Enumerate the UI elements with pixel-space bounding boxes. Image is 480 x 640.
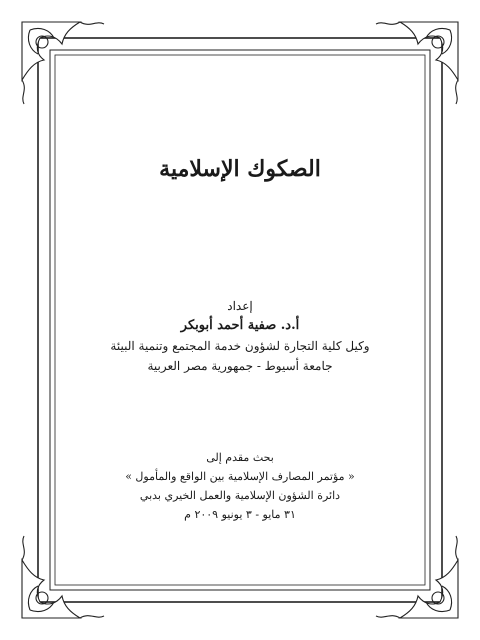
conference-dates: ٣١ مايو - ٣ يونيو ٢٠٠٩ م: [184, 508, 296, 521]
corner-ornament-top-left: [22, 22, 104, 104]
corner-ornament-top-right: [376, 22, 458, 104]
presentation-intro: بحث مقدم إلى: [206, 451, 274, 464]
author-position: وكيل كلية التجارة لشؤون خدمة المجتمع وتنمية البيئة: [110, 339, 370, 353]
author-name: أ.د. صفية أحمد أبوبكر: [180, 318, 300, 333]
corner-ornament-bottom-right: [376, 536, 458, 618]
document-title: الصكوك الإسلامية: [159, 156, 321, 182]
conference-organizer: دائرة الشؤون الإسلامية والعمل الخيري بدبي: [139, 489, 341, 502]
prepared-by-label: إعداد: [227, 299, 253, 313]
conference-name: « مؤتمر المصارف الإسلامية بين الواقع والمأمول »: [125, 470, 355, 483]
author-block: [95, 296, 385, 376]
page-content: [95, 60, 385, 580]
author-affiliation: جامعة أسيوط - جمهورية مصر العربية: [147, 359, 333, 373]
corner-ornament-bottom-left: [22, 536, 104, 618]
presentation-block: [95, 448, 385, 524]
